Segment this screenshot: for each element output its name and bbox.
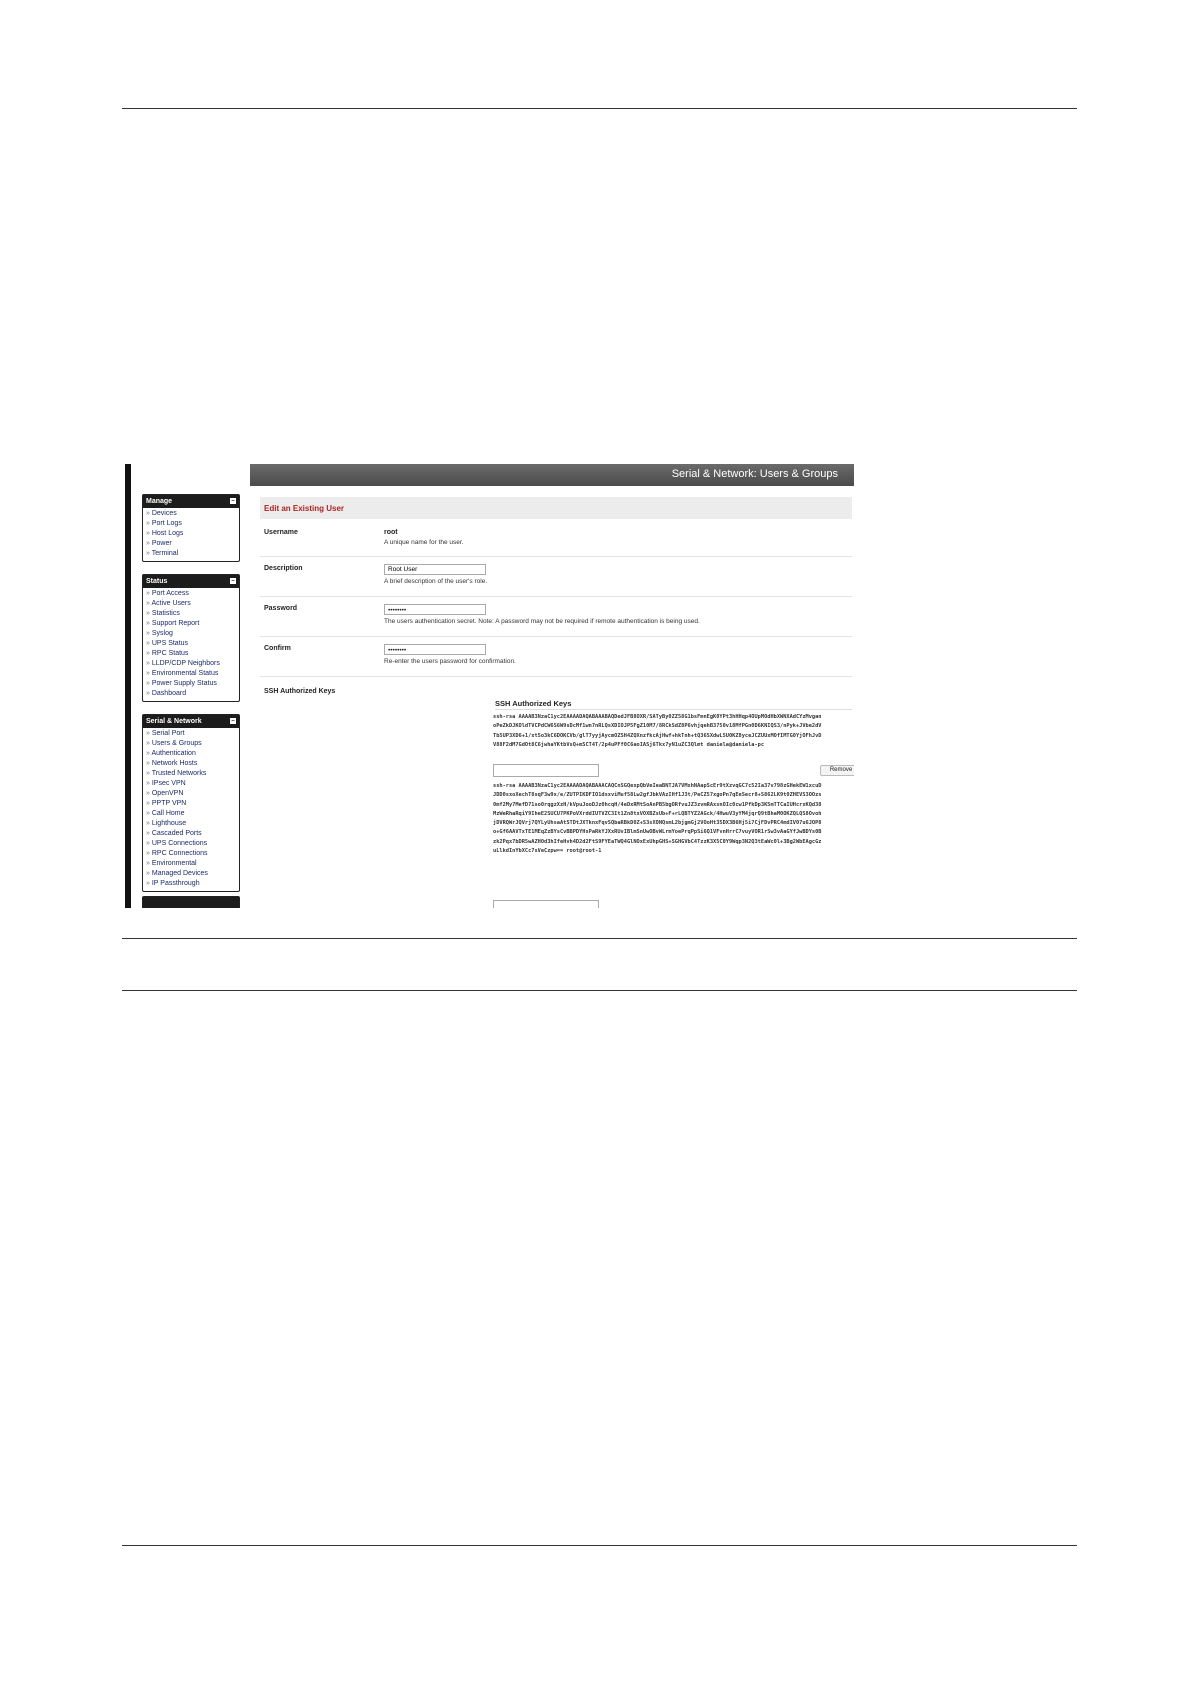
ssh-key-2: ssh-rsa AAAAB3NzaC1yc2EAAAADAQABAAACAQCnSGQexpQbVeIeaBNTJA7VMxhNAapScEr9tXzvqGC7c52Ia37v798zGHekEW1xcuDJDD0sxoXechT8sqF3w9x/e/ZUTPIKDFIO1dsxviMuf58Lw2gfJbkVAzIHf1J3t/PeCZ57xgoPn7qEeSecr8+S862LK9t0ZHEVS3OOzs0mf2My7MefD71so0rqgzXzH/kVpuJooDJz0hcqH/4eDxRMtSoAnPB5bgORfvuJZ3zvmRAxsnOIc0cw1PfkDp3K5mTTCaIUHcrxKQd38MzWeRhaRqiY9IheE2SUCU7PKPoVXrddIUTVZC3It1Zn8txVOXBZsUb+F+rLQBTYZ2AGck/4HwuV3yYM4jqrQ9tBhaM0OKZQLQS8OvohjDVRQWrJQVrj7QYLyUhsaAtSTDtJXTknxFqvSQbaRBkD0Z+S3sXONQsmL2bjgmGj2VOoHt35DX3B6Hj5i7CjFDvPRC4mdIV07u6JOP8o+Gf6AAVTxTE1MEqZzBYsCvBBPDYHsPaRkYJXxRUvIBlmSnUwOBvWLrmYoePrqPpSi6Q1VFvnHrrC7vuyVOR1rSw3vAaGYfJwBDYs0Bzk2Pqx7bDR5wAZH0d3hIfeHvh4D2d2FtS9FYEaTWQ4GlNOxExUhpGHS+SGHGVbC4TzzK3X5C0Y9Wqp3N2Q3tEaWc0l+3Bg2WbEAgcGzuLlkdInYbXCc7sVeCzpw== root@root-1 xyxy=(493,783,822,855)
bullet-icon: » xyxy=(146,690,150,697)
sidebar-menu-label: Environmental Status xyxy=(151,670,219,677)
form-header xyxy=(260,497,852,519)
username-value: root xyxy=(384,529,398,536)
serial-network-menu xyxy=(143,728,239,891)
sidebar-menu-label: Terminal xyxy=(151,550,179,557)
sidebar-menu-item[interactable] xyxy=(146,589,239,599)
footer-rule xyxy=(122,1545,1077,1546)
manage-panel-header[interactable] xyxy=(143,495,239,508)
sidebar-menu-label: Devices xyxy=(151,510,177,517)
description-input[interactable] xyxy=(384,564,486,575)
sidebar-menu-item[interactable] xyxy=(146,539,239,549)
sidebar-menu-item[interactable] xyxy=(146,799,239,809)
status-panel-title: Status xyxy=(146,578,168,585)
sidebar-menu-item[interactable] xyxy=(146,839,239,849)
remove-button[interactable]: Remove xyxy=(820,765,854,776)
sidebar-menu-label: Power xyxy=(151,540,172,547)
sidebar-menu-label: Network Hosts xyxy=(151,760,198,767)
sidebar-menu-label: Trusted Networks xyxy=(151,770,207,777)
bullet-icon: » xyxy=(146,650,150,657)
sidebar-menu-item[interactable] xyxy=(146,599,239,609)
sidebar-menu-label: Dashboard xyxy=(151,690,187,697)
sidebar-menu-label: Port Logs xyxy=(151,520,182,527)
sidebar-menu-label: Statistics xyxy=(151,610,180,617)
serial-network-panel-header[interactable] xyxy=(143,715,239,728)
manage-menu xyxy=(143,508,239,561)
password-row xyxy=(260,602,852,638)
password-label: Password xyxy=(264,605,298,612)
row-divider xyxy=(260,636,852,637)
sidebar-menu-item[interactable] xyxy=(146,879,239,889)
sidebar-menu-label: Cascaded Ports xyxy=(151,830,202,837)
next-panel-partial xyxy=(142,896,240,908)
bullet-icon: » xyxy=(146,790,150,797)
sidebar-menu-item[interactable] xyxy=(146,819,239,829)
confirm-row xyxy=(260,642,852,678)
sidebar-menu-label: Port Access xyxy=(151,590,189,597)
confirm-hint: Re-enter the users password for confirmation. xyxy=(384,658,516,665)
main-content xyxy=(250,486,854,908)
password-hint: The users authentication secret. Note: A password may not be required if remote authentication is being used. xyxy=(384,618,700,625)
bullet-icon: » xyxy=(146,620,150,627)
sidebar-menu-label: OpenVPN xyxy=(151,790,184,797)
sidebar-menu-label: Users & Groups xyxy=(151,740,202,747)
bullet-icon: » xyxy=(146,550,150,557)
status-panel xyxy=(142,574,240,702)
sidebar-menu-item[interactable] xyxy=(146,639,239,649)
serial-network-panel-title: Serial & Network xyxy=(146,718,202,725)
sidebar-menu-item[interactable] xyxy=(146,509,239,519)
bullet-icon: » xyxy=(146,820,150,827)
bullet-icon: » xyxy=(146,810,150,817)
bullet-icon: » xyxy=(146,730,150,737)
sidebar-menu-label: PPTP VPN xyxy=(151,800,187,807)
sidebar-menu-item[interactable] xyxy=(146,619,239,629)
sidebar-menu-label: Lighthouse xyxy=(151,820,187,827)
bullet-icon: » xyxy=(146,870,150,877)
sidebar-menu-label: Managed Devices xyxy=(151,870,208,877)
sidebar-menu-item[interactable] xyxy=(146,849,239,859)
sidebar-menu-label: IPsec VPN xyxy=(151,780,186,787)
form-title: Edit an Existing User xyxy=(264,504,345,513)
bullet-icon: » xyxy=(146,600,150,607)
bullet-icon: » xyxy=(146,850,150,857)
bullet-icon: » xyxy=(146,590,150,597)
manage-panel-title: Manage xyxy=(146,498,173,505)
description-hint: A brief description of the user's role. xyxy=(384,578,488,585)
sidebar-menu-label: RPC Status xyxy=(151,650,189,657)
sidebar-menu-label: Serial Port xyxy=(151,730,185,737)
page-title: Serial & Network: Users & Groups xyxy=(671,468,838,480)
ssh-subheading-rule xyxy=(495,709,852,710)
sidebar-menu-label: Host Logs xyxy=(151,530,184,537)
sidebar xyxy=(131,464,247,908)
figure-bottom-rule xyxy=(122,938,1077,939)
bullet-icon: » xyxy=(146,830,150,837)
bullet-icon: » xyxy=(146,770,150,777)
description-label: Description xyxy=(264,565,303,572)
row-divider xyxy=(260,556,852,557)
bullet-icon: » xyxy=(146,520,150,527)
sidebar-menu-item[interactable] xyxy=(146,829,239,839)
sidebar-menu-item[interactable] xyxy=(146,739,239,749)
bullet-icon: » xyxy=(146,660,150,667)
sidebar-menu-label: Call Home xyxy=(151,810,185,817)
sidebar-menu-item[interactable] xyxy=(146,769,239,779)
sidebar-menu-item[interactable] xyxy=(146,629,239,639)
ssh-keys-subheading: SSH Authorized Keys xyxy=(495,699,572,708)
ssh-key-1-input[interactable] xyxy=(493,764,599,777)
next-panel-header[interactable] xyxy=(143,897,239,908)
bullet-icon: » xyxy=(146,530,150,537)
bullet-icon: » xyxy=(146,750,150,757)
sidebar-menu-item[interactable] xyxy=(146,749,239,759)
section-rule xyxy=(122,990,1077,991)
collapse-icon[interactable]: – xyxy=(231,718,235,724)
sidebar-menu-item[interactable] xyxy=(146,789,239,799)
ssh-keys-label: SSH Authorized Keys xyxy=(264,688,336,695)
sidebar-menu-label: Authentication xyxy=(151,750,196,757)
page-header-bar xyxy=(250,464,854,486)
sidebar-menu-label: Environmental xyxy=(151,860,197,867)
collapse-icon[interactable]: – xyxy=(231,578,235,584)
bullet-icon: » xyxy=(146,800,150,807)
sidebar-menu-item[interactable] xyxy=(146,679,239,689)
bullet-icon: » xyxy=(146,670,150,677)
sidebar-menu-item[interactable] xyxy=(146,519,239,529)
header-rule xyxy=(122,108,1077,109)
username-hint: A unique name for the user. xyxy=(384,539,464,546)
sidebar-menu-item[interactable] xyxy=(146,659,239,669)
bullet-icon: » xyxy=(146,760,150,767)
sidebar-menu-label: Syslog xyxy=(151,630,173,637)
sidebar-menu-item[interactable] xyxy=(146,869,239,879)
bullet-icon: » xyxy=(146,880,150,887)
manage-panel xyxy=(142,494,240,562)
sidebar-menu-item[interactable] xyxy=(146,669,239,679)
status-panel-header[interactable] xyxy=(143,575,239,588)
bullet-icon: » xyxy=(146,540,150,547)
sidebar-menu-label: UPS Status xyxy=(151,640,189,647)
username-label: Username xyxy=(264,529,298,536)
bullet-icon: » xyxy=(146,740,150,747)
bullet-icon: » xyxy=(146,680,150,687)
password-input[interactable]: •••••••• xyxy=(384,604,486,615)
bullet-icon: » xyxy=(146,780,150,787)
sidebar-menu-label: RPC Connections xyxy=(151,850,208,857)
row-divider xyxy=(260,596,852,597)
ssh-key-2-input[interactable] xyxy=(493,900,599,908)
sidebar-menu-label: Support Report xyxy=(151,620,200,627)
sidebar-menu-item[interactable] xyxy=(146,729,239,739)
sidebar-menu-label: LLDP/CDP Neighbors xyxy=(151,660,220,667)
collapse-icon[interactable]: – xyxy=(231,498,235,504)
bullet-icon: » xyxy=(146,510,150,517)
sidebar-menu-label: UPS Connections xyxy=(151,840,208,847)
sidebar-menu-label: Power Supply Status xyxy=(151,680,217,687)
sidebar-menu-label: IP Passthrough xyxy=(151,880,200,887)
sidebar-menu-item[interactable] xyxy=(146,529,239,539)
sidebar-menu-item[interactable] xyxy=(146,859,239,869)
row-divider xyxy=(260,676,852,677)
bullet-icon: » xyxy=(146,860,150,867)
description-row xyxy=(260,562,852,598)
confirm-label: Confirm xyxy=(264,645,291,652)
bullet-icon: » xyxy=(146,840,150,847)
bullet-icon: » xyxy=(146,610,150,617)
ssh-key-1: ssh-rsa AAAAB3NzaC1yc2EAAAADAQABAAABAQDedJFB8OXR/SATyBy0ZZ58G1bsFmnEgK0YPt3hHHqp4OUpMOdHbXWNXAdCYzMvganoPeZkDJKOldTVCPdCW6S6W9sDcMf1wn7nRLQsXDIOJP5FgZ10M7/8RCkSdZ8P6vhjqehB3750v18MfPGn0D6KNIQS3/nPyk+JVbe2dVTb5UP3XD6+1/xt5o3kC6DOKCVb/glT7yyjAycmOZSH4ZQXnzfkcAjHwf+hkTnh+tQ36SXdwL5U0KZ8yceJCZUUxMOfIMTG0YjOFhJvDV88F2dM7GdOt8C6jwhaYKtbVsQ+mSCT4T/2p4uPFf0C6aoIASj6Tkx7yN1uZC3Qlmt daniela@daniela-pc xyxy=(493,714,822,748)
sidebar-menu-label: Active Users xyxy=(151,600,191,607)
sidebar-menu-item[interactable] xyxy=(146,649,239,659)
serial-network-panel xyxy=(142,714,240,892)
sidebar-menu-item[interactable] xyxy=(146,809,239,819)
confirm-input[interactable]: •••••••• xyxy=(384,644,486,655)
bullet-icon: » xyxy=(146,640,150,647)
screenshot-figure xyxy=(125,464,854,908)
sidebar-menu-item[interactable] xyxy=(146,759,239,769)
status-menu xyxy=(143,588,239,701)
bullet-icon: » xyxy=(146,630,150,637)
sidebar-menu-item[interactable] xyxy=(146,549,239,559)
sidebar-menu-item[interactable] xyxy=(146,689,239,699)
sidebar-menu-item[interactable] xyxy=(146,779,239,789)
sidebar-menu-item[interactable] xyxy=(146,609,239,619)
